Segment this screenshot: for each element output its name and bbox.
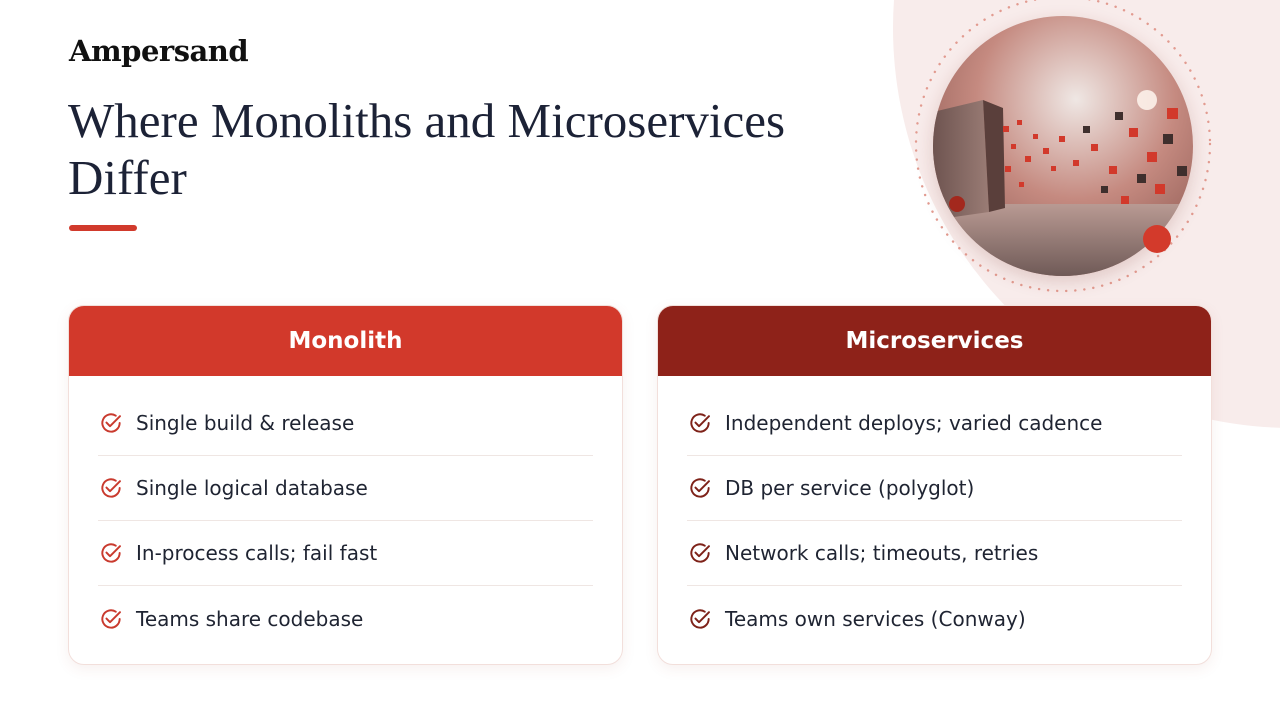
- list-item-label: Teams own services (Conway): [725, 606, 1026, 631]
- list-item: [687, 456, 1182, 521]
- list-item: [98, 456, 593, 521]
- microservices-card-header: Microservices: [658, 306, 1211, 376]
- hero-accent-dot: [1143, 225, 1171, 253]
- list-item-label: Network calls; timeouts, retries: [725, 541, 1039, 565]
- check-circle-icon: [687, 606, 713, 632]
- list-item: [687, 586, 1182, 651]
- check-circle-icon: [687, 475, 713, 501]
- brand-logo: Ampersand: [69, 34, 249, 68]
- list-item-label: Single build & release: [136, 411, 355, 435]
- check-circle-icon: [687, 540, 713, 566]
- check-circle-icon: [98, 475, 124, 501]
- monolith-card: [68, 305, 623, 665]
- list-item: [98, 391, 593, 456]
- title-accent-bar: [69, 225, 137, 231]
- microservices-card: [657, 305, 1212, 665]
- list-item-label: Independent deploys; varied cadence: [725, 411, 1103, 435]
- check-circle-icon: [98, 410, 124, 436]
- microservices-list: [658, 376, 1211, 651]
- check-circle-icon: [687, 410, 713, 436]
- check-circle-icon: [98, 606, 124, 632]
- list-item: [98, 521, 593, 586]
- list-item-label: Teams share codebase: [136, 606, 364, 631]
- list-item: [687, 521, 1182, 586]
- check-circle-icon: [98, 540, 124, 566]
- list-item: [98, 586, 593, 651]
- list-item: [687, 391, 1182, 456]
- list-item-label: Single logical database: [136, 476, 368, 500]
- list-item-label: DB per service (polyglot): [725, 476, 975, 500]
- monolith-card-header: Monolith: [69, 306, 622, 376]
- list-item-label: In-process calls; fail fast: [136, 541, 378, 565]
- monolith-list: [69, 376, 622, 651]
- slide-title: Where Monoliths and Microservices Differ: [68, 93, 786, 205]
